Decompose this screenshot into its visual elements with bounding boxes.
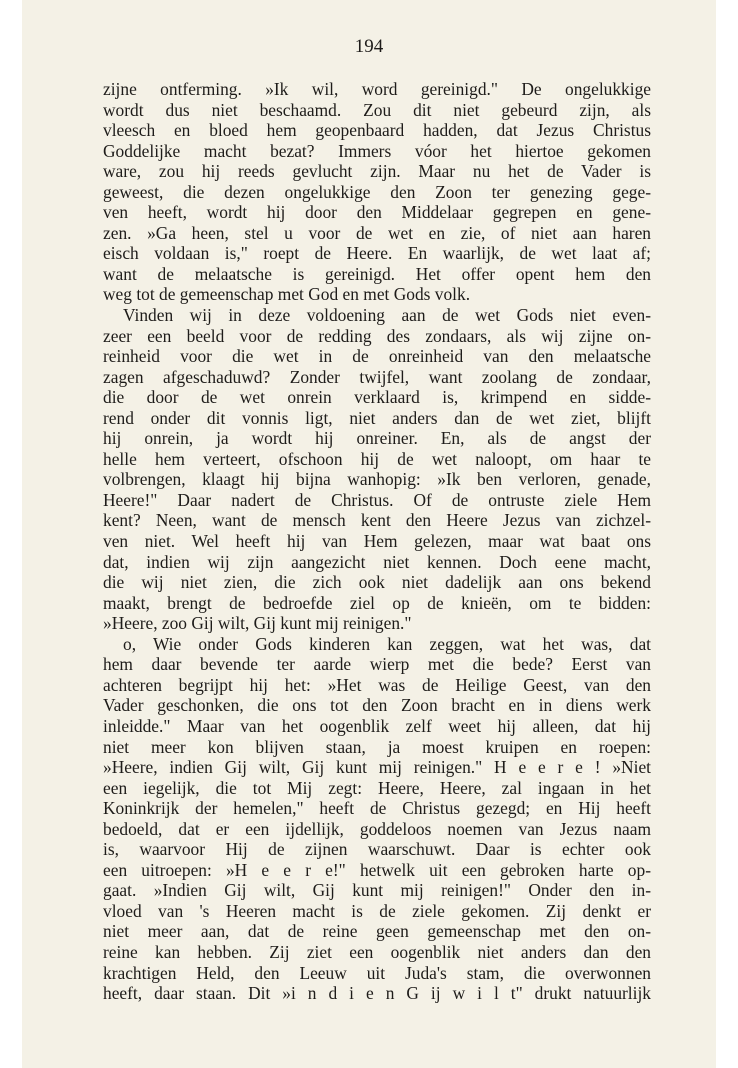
- text-line: want de melaatsche is gereinigd. Het offer opent hem den: [103, 263, 651, 284]
- text-line: ven heeft, wordt hij door den Middelaar gegrepen en gene-: [103, 202, 651, 223]
- text-line: Vader geschonken, die ons tot den Zoon bracht en in diens werk: [103, 695, 651, 716]
- text-line: Heere!" Daar nadert de Christus. Of de ontruste ziele Hem: [103, 489, 651, 510]
- text-line: eisch voldaan is," roept de Heere. En waarlijk, de wet laat af;: [103, 243, 651, 264]
- text-line: volbrengen, klaagt hij bijna wanhopig: »Ik ben verloren, genade,: [103, 469, 651, 490]
- text-line: vleesch en bloed hem geopenbaard hadden, dat Jezus Christus: [103, 120, 651, 141]
- text-line: inleidde." Maar van het oogenblik zelf weet hij alleen, dat hij: [103, 715, 651, 736]
- text-line: »Heere, indien Gij wilt, Gij kunt mij reinigen." H e e r e ! »Niet: [103, 757, 651, 778]
- text-line: die wij niet zien, die zich ook niet dadelijk aan ons bekend: [103, 572, 651, 593]
- text-line: achteren begrijpt hij het: »Het was de Heilige Geest, van den: [103, 674, 651, 695]
- text-line: hij onrein, ja wordt hij onreiner. En, als de angst der: [103, 428, 651, 449]
- text-line: helle hem verteert, ofschoon hij de wet naloopt, om haar te: [103, 448, 651, 469]
- text-line: ware, zou hij reeds gevlucht zijn. Maar nu het de Vader is: [103, 161, 651, 182]
- text-line: geweest, die dezen ongelukkige den Zoon ter genezing gege-: [103, 181, 651, 202]
- text-line: bedoeld, dat er een ijdellijk, goddeloos noemen van Jezus naam: [103, 818, 651, 839]
- text-line: zen. »Ga heen, stel u voor de wet en zie, of niet aan haren: [103, 222, 651, 243]
- text-line: Koninkrijk der hemelen," heeft de Christus gezegd; en Hij heeft: [103, 798, 651, 819]
- text-line: krachtigen Held, den Leeuw uit Juda's stam, die overwonnen: [103, 962, 651, 983]
- text-line: hem daar bevende ter aarde wierp met die bede? Eerst van: [103, 654, 651, 675]
- text-line: o, Wie onder Gods kinderen kan zeggen, wat het was, dat: [123, 633, 651, 654]
- text-line: weg tot de gemeenschap met God en met Gods volk.: [103, 284, 471, 305]
- text-line: kent? Neen, want de mensch kent den Heere Jezus van zichzel-: [103, 510, 651, 531]
- text-line: een iegelijk, die tot Mij zegt: Heere, Heere, zal ingaan in het: [103, 777, 651, 798]
- text-line: niet meer aan, dat de reine geen gemeenschap met den on-: [103, 921, 651, 942]
- text-line: heeft, daar staan. Dit »i n d i e n G ij w i l t" drukt natuurlijk: [103, 983, 651, 1004]
- text-line: wordt dus niet beschaamd. Zou dit niet gebeurd zijn, als: [103, 99, 651, 120]
- page-number: 194: [354, 36, 384, 57]
- text-line: vloed van 's Heeren macht is de ziele gekomen. Zij denkt er: [103, 900, 651, 921]
- text-line: ven niet. Wel heeft hij van Hem gelezen, maar wat baat ons: [103, 531, 651, 552]
- text-line: rend onder dit vonnis ligt, niet anders dan de wet ziet, blijft: [103, 407, 651, 428]
- text-line: zagen afgeschaduwd? Zonder twijfel, want zoolang de zondaar,: [103, 366, 651, 387]
- text-line: dat, indien wij zijn aangezicht niet kennen. Doch eene macht,: [103, 551, 651, 572]
- text-line: niet meer kon blijven staan, ja moest kruipen en roepen:: [103, 736, 651, 757]
- text-line: gaat. »Indien Gij wilt, Gij kunt mij reinigen!" Onder den in-: [103, 880, 651, 901]
- text-line: »Heere, zoo Gij wilt, Gij kunt mij reinigen.": [103, 613, 412, 634]
- book-page: [22, 0, 716, 1068]
- text-line: maakt, brengt de bedroefde ziel op de knieën, om te bidden:: [103, 592, 651, 613]
- text-line: reinheid voor die wet in de onreinheid van den melaatsche: [103, 346, 651, 367]
- text-line: reine kan hebben. Zij ziet een oogenblik niet anders dan den: [103, 941, 651, 962]
- text-line: zijne ontferming. »Ik wil, word gereinigd." De ongelukkige: [103, 79, 651, 99]
- text-line: Vinden wij in deze voldoening aan de wet Gods niet even-: [123, 305, 651, 326]
- text-line: Goddelijke macht bezat? Immers vóor het hiertoe gekomen: [103, 140, 651, 161]
- text-line: is, waarvoor Hij de zijnen waarschuwt. Daar is echter ook: [103, 839, 651, 860]
- text-line: zeer een beeld voor de redding des zondaars, als wij zijne on-: [103, 325, 651, 346]
- text-line: die door de wet onrein verklaard is, krimpend en sidde-: [103, 387, 651, 408]
- body-text: [103, 79, 651, 1004]
- text-line: een uitroepen: »H e e r e!" hetwelk uit een gebroken harte op-: [103, 859, 651, 880]
